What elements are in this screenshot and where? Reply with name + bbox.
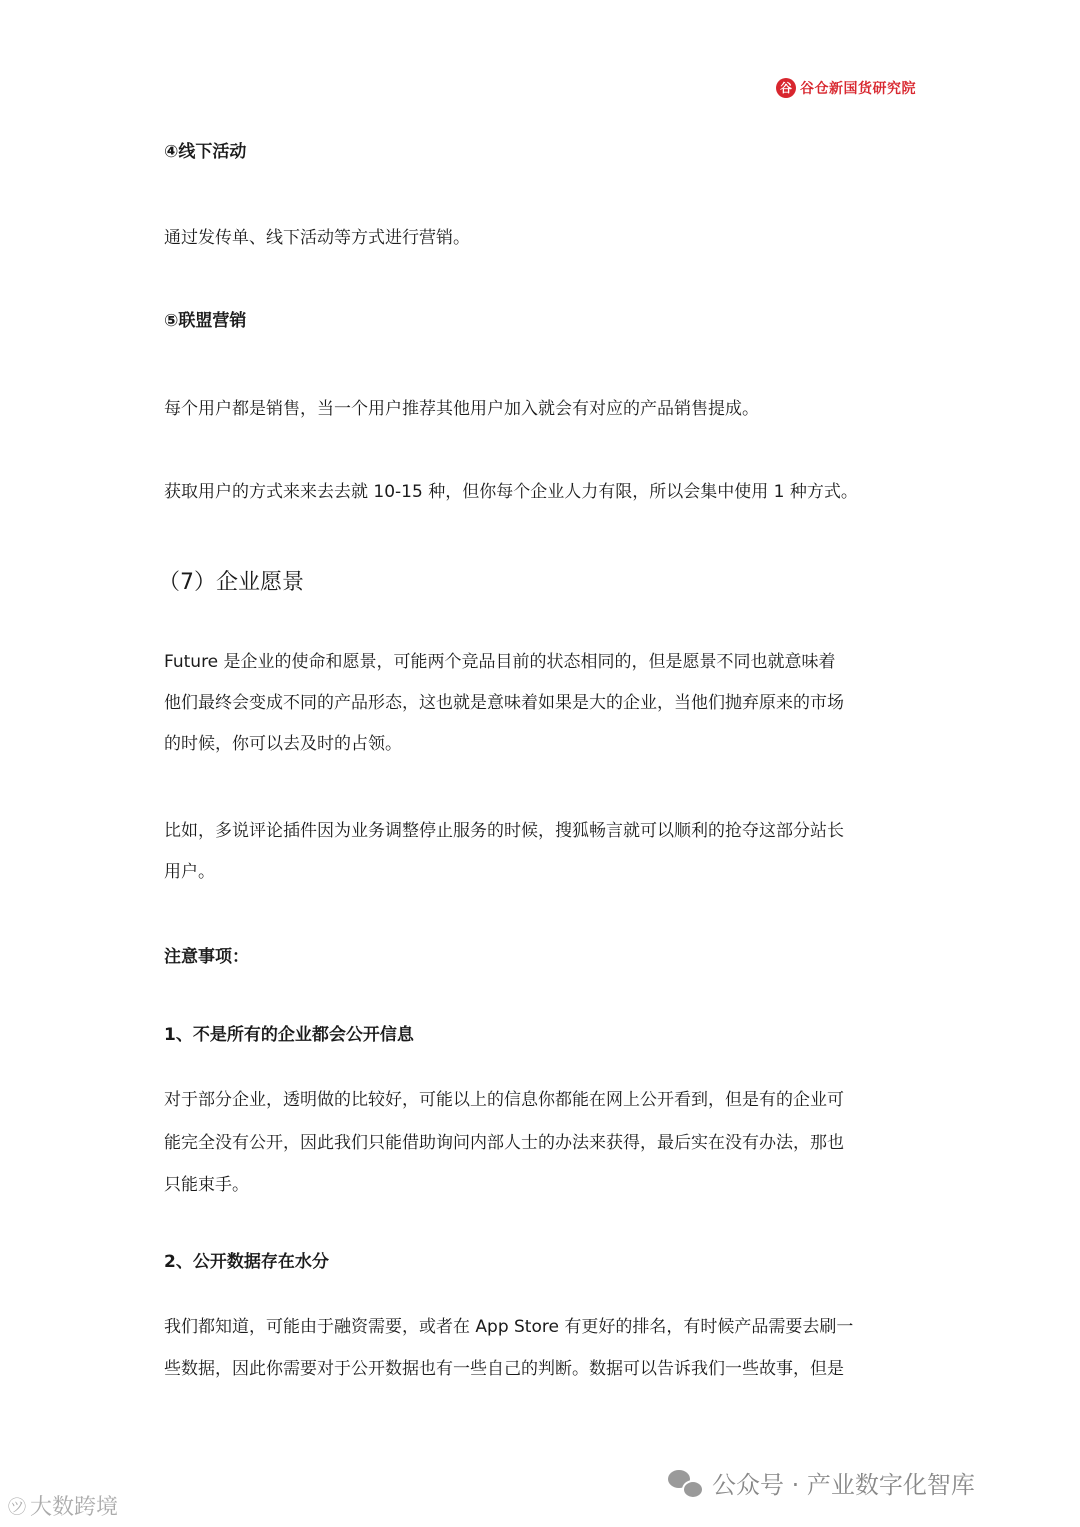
para-note1-line3: 只能束手。 xyxy=(164,1175,249,1195)
para-vision-line2: 他们最终会变成不同的产品形态，这也就是意味着如果是大的企业，当他们抛弃原来的市场 xyxy=(164,693,844,713)
wechat-icon xyxy=(668,1470,702,1496)
watermark-text: 大数跨境 xyxy=(30,1495,119,1520)
para-example-line2: 用户。 xyxy=(164,862,215,882)
para-vision-line1: Future 是企业的使命和愿景，可能两个竞品目前的状态相同的，但是愿景不同也就意味着 xyxy=(164,652,836,672)
para-note1-line2: 能完全没有公开，因此我们只能借助询问内部人士的办法来获得，最后实在没有办法，那也 xyxy=(164,1133,844,1153)
heading-note2: 2、公开数据存在水分 xyxy=(164,1252,329,1272)
heading-note1: 1、不是所有的企业都会公开信息 xyxy=(164,1025,414,1045)
brand-logo-icon: 谷 xyxy=(776,78,796,98)
watermark-icon: ㋡ xyxy=(8,1496,26,1518)
para-note1-line1: 对于部分企业，透明做的比较好，可能以上的信息你都能在网上公开看到，但是有的企业可 xyxy=(164,1090,844,1110)
brand-logo-text: 谷仓新国货研究院 xyxy=(800,81,916,97)
wechat-account-label xyxy=(668,1465,975,1500)
heading-offline: ④线下活动 xyxy=(164,142,247,162)
para-vision-line3: 的时候，你可以去及时的占领。 xyxy=(164,734,402,754)
para-methods: 获取用户的方式来来去去就 10-15 种，但你每个企业人力有限，所以会集中使用 1 种方式。 xyxy=(164,482,858,502)
para-example-line1: 比如，多说评论插件因为业务调整停止服务的时候，搜狐畅言就可以顺利的抢夺这部分站长 xyxy=(164,821,844,841)
heading-notes: 注意事项： xyxy=(164,947,249,967)
para-offline: 通过发传单、线下活动等方式进行营销。 xyxy=(164,228,470,248)
heading-alliance: ⑤联盟营销 xyxy=(164,311,247,331)
brand-logo xyxy=(776,78,916,98)
wechat-account-text: 公众号 · 产业数字化智库 xyxy=(712,1471,975,1499)
para-alliance: 每个用户都是销售，当一个用户推荐其他用户加入就会有对应的产品销售提成。 xyxy=(164,399,759,419)
para-note2-line2: 些数据，因此你需要对于公开数据也有一些自己的判断。数据可以告诉我们一些故事，但是 xyxy=(164,1359,844,1379)
para-note2-line1: 我们都知道，可能由于融资需要，或者在 App Store 有更好的排名，有时候产品需要去刷一 xyxy=(164,1317,854,1337)
watermark xyxy=(8,1490,118,1521)
heading-vision: （7）企业愿景 xyxy=(158,570,304,595)
